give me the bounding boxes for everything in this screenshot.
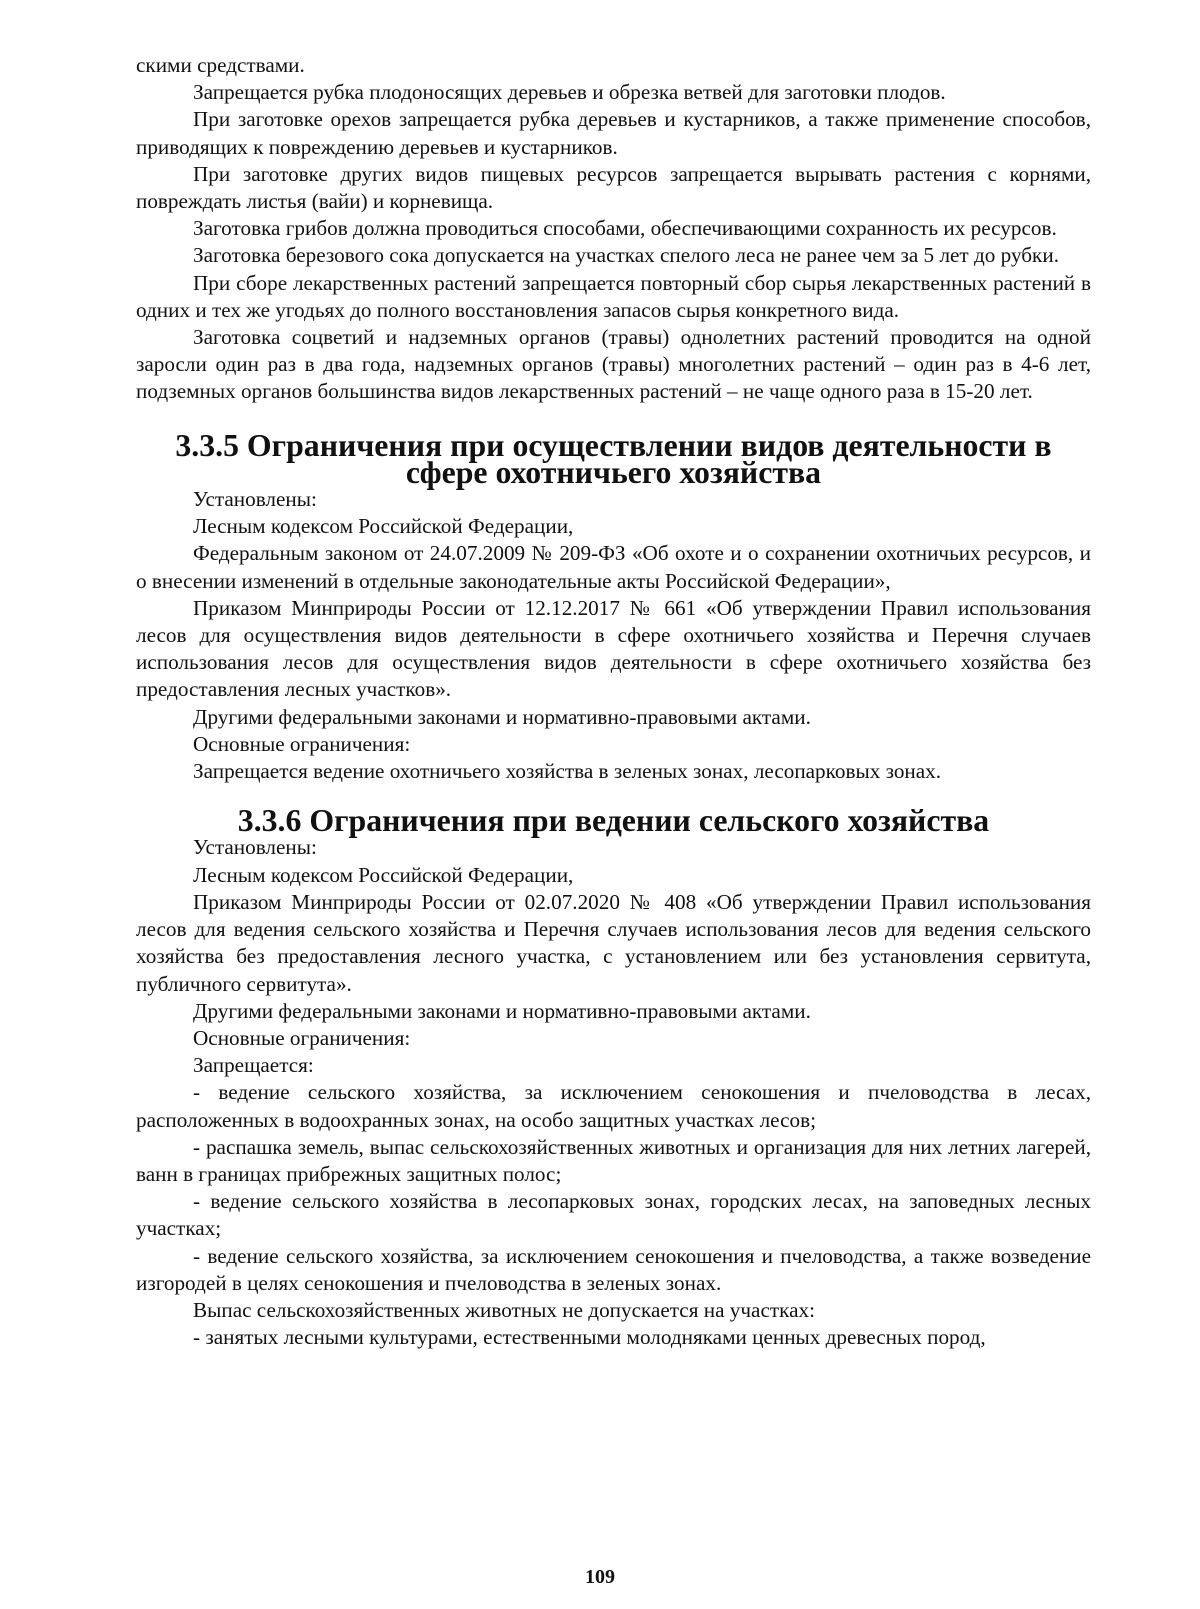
paragraph: Установлены: [193,835,317,860]
paragraph: Заготовка березового сока допускается на участках спелого леса не ранее чем за 5 лет до рубки. [193,243,1059,268]
paragraph: При сборе лекарственных растений запрещается повторный сбор сырья лекарственных растений в одних и тех же угодьях до полного восстановления запасов сырья конкретного вида. [136,270,1091,322]
list-item: - ведение сельского хозяйства, за исключением сенокошения и пчеловодства в лесах, расположенных в водоохранных зонах, на особо защитных участках лесов; [136,1080,1091,1132]
list-item: - занятых лесными культурами, естественными молодняками ценных древесных пород, [193,1325,986,1350]
paragraph: Установлены: [193,487,317,512]
paragraph: При заготовке других видов пищевых ресурсов запрещается вырывать растения с корнями, повреждать листья (вайи) и корневища. [136,161,1091,214]
list-item: - распашка земель, выпас сельскохозяйственных животных и организация для них летних лагерей, ванн в границах прибрежных защитных полос; [136,1134,1091,1186]
list-item: - ведение сельского хозяйства в лесопарковых зонах, городских лесах, на заповедных лесных участках; [136,1189,1091,1241]
paragraph: Запрещается: [193,1053,314,1078]
paragraph: Основные ограничения: [193,1025,411,1050]
paragraph: Выпас сельскохозяйственных животных не допускается на участках: [193,1297,815,1322]
section-heading-3-3-5: 3.3.5 Ограничения при осуществлении видов деятельности в сфере охотничьего хозяйства [175,427,1052,490]
paragraph: Заготовка соцветий и надземных органов (травы) однолетних растений проводится на одной заросли один раз в два года, надземных органов (травы) многолетних растений – один раз в 4-6 лет, подземных органов большинства видов лекарственных растений – не чаще одного раза в 15-20 лет. [136,325,1091,404]
paragraph: Запрещается ведение охотничьего хозяйства в зеленых зонах, лесопарковых зонах. [193,759,942,784]
paragraph: скими средствами. [136,53,305,77]
paragraph: Приказом Минприроды России от 02.07.2020 № 408 «Об утверждении Правил использования лесов для ведения сельского хозяйства и Перечня случаев использования лесов для ведения сельского хозяйства без предоставления лесного участка, с установлением или без установления сервитута, публичного сервитута». [136,889,1091,996]
paragraph: Лесным кодексом Российской Федерации, [193,514,574,539]
paragraph: Запрещается рубка плодоносящих деревьев и обрезка ветвей для заготовки плодов. [193,80,946,105]
page-number: 109 [585,1566,615,1588]
paragraph: Приказом Минприроды России от 12.12.2017 № 661 «Об утверждении Правил использования лесов для осуществления видов деятельности в сфере охотничьего хозяйства и Перечня случаев использования лесов для осуществления видов деятельности в сфере охотничьего хозяйства без предоставления лесных участков». [136,595,1091,702]
list-item: - ведение сельского хозяйства, за исключением сенокошения и пчеловодства, а также возведение изгородей в целях сенокошения и пчеловодства в зеленых зонах. [136,1243,1091,1295]
document-page [136,52,1091,1351]
paragraph: Федеральным законом от 24.07.2009 № 209-ФЗ «Об охоте и о сохранении охотничьих ресурсов, и о внесении изменений в отдельные законодательные акты Российской Федерации», [136,541,1091,593]
paragraph: Основные ограничения: [193,731,411,756]
paragraph: Другими федеральными законами и нормативно-правовыми актами. [193,704,811,729]
paragraph: Лесным кодексом Российской Федерации, [193,862,574,887]
paragraph: Заготовка грибов должна проводиться способами, обеспечивающими сохранность их ресурсов. [193,216,1057,241]
section-heading-3-3-6: 3.3.6 Ограничения при ведении сельского хозяйства [237,803,990,839]
paragraph: При заготовке орехов запрещается рубка деревьев и кустарников, а также применение способов, приводящих к повреждению деревьев и кустарников. [136,107,1091,159]
paragraph: Другими федеральными законами и нормативно-правовыми актами. [193,998,811,1023]
